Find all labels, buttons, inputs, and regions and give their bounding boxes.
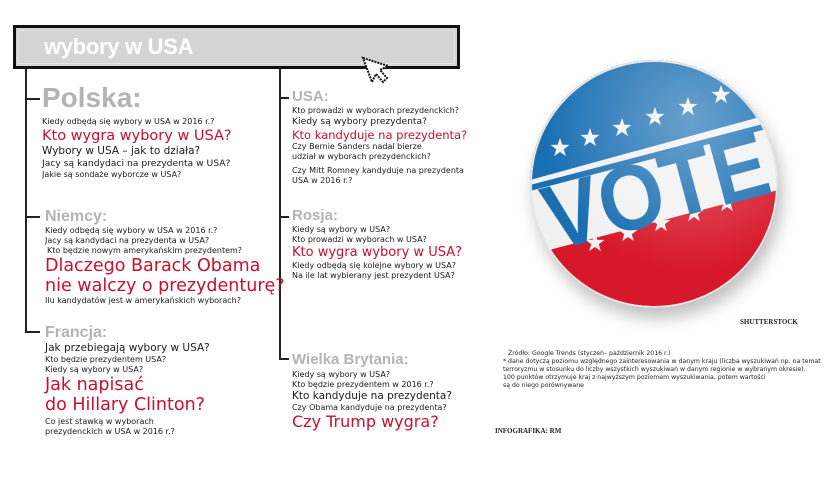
- tree-branch-wielka-brytania: [279, 358, 289, 360]
- section-polska: [42, 84, 232, 180]
- vote-badge-icon: [530, 60, 778, 308]
- country-heading: Francja:: [45, 324, 108, 341]
- query-line: Kto prowadzi w wyborach prezydenckich?: [292, 106, 460, 115]
- tree-line-left: [25, 69, 27, 331]
- tree-branch-francja: [25, 331, 40, 333]
- query-line-highlight: Dlaczego Barack Obama: [45, 256, 261, 276]
- query-line: Kto kandyduje na prezydenta?: [292, 390, 452, 402]
- country-heading: Niemcy:: [45, 208, 108, 225]
- section-francja: [45, 325, 210, 437]
- country-heading: Rosja:: [292, 207, 338, 224]
- note-line: * dane dotyczą poziomu względnego zainteresowania w danym kraju (liczba wyszukiwań np. na temat: [503, 358, 821, 366]
- query-line: Czy Bernie Sanders nadal bierze: [292, 141, 422, 151]
- query-line-highlight: Jak napisać: [45, 375, 144, 396]
- source-line: Źródło: Google Trends (styczeń– październik 2016 r.): [508, 350, 671, 357]
- mouse-pointer-icon: [360, 55, 400, 91]
- query-line: Jacy są kandydaci na prezydenta w USA?: [45, 236, 210, 245]
- query-line: Kto będzie prezydentem USA?: [45, 355, 167, 365]
- query-line: Kto będzie nowym amerykańskim prezydentem?: [47, 246, 243, 255]
- search-query: wybory w USA: [44, 34, 194, 59]
- query-line: Kiedy odbędą się wybory w USA w 2016 r.?: [45, 226, 218, 235]
- query-line: Kiedy są wybory w USA?: [292, 225, 391, 234]
- query-line: prezydenckich w USA w 2016 r.?: [45, 427, 175, 437]
- query-line-highlight: do Hillary Clinton?: [45, 395, 205, 416]
- query-line: Czy Mitt Romney kandyduje na prezydenta: [292, 165, 464, 175]
- note-line: terroryzmu w stosunku do liczby wszystkich wyszukiwań w danym regionie w wybranym okresie).: [503, 366, 806, 374]
- query-line-highlight: nie walczy o prezydenturę?: [45, 276, 285, 297]
- section-wielka-brytania: [292, 352, 452, 432]
- query-line-highlight: Czy Trump wygra?: [292, 412, 439, 432]
- query-line: Czy Obama kandyduje na prezydenta?: [292, 403, 447, 413]
- query-line: Ilu kandydatów jest w amerykańskich wyborach?: [45, 296, 241, 306]
- query-line: Kiedy są wybory w USA?: [45, 365, 144, 375]
- query-line: Jacy są kandydaci na prezydenta w USA?: [42, 158, 231, 170]
- tree-branch-niemcy: [25, 216, 40, 218]
- note-line: są do niego porównywane: [503, 382, 584, 390]
- section-niemcy: [45, 209, 285, 306]
- vote-badge-image: [530, 60, 778, 308]
- query-line: Kiedy są wybory prezydenta?: [292, 116, 428, 127]
- query-line: Kto będzie prezydentem w 2016 r.?: [292, 380, 434, 389]
- query-line: USA w 2016 r.?: [292, 175, 353, 185]
- query-line-highlight: Kto wygra wybory w USA?: [292, 245, 462, 260]
- query-line: Na ile lat wybierany jest prezydent USA?: [292, 271, 455, 281]
- query-line-highlight: Kto wygra wybory w USA?: [42, 128, 232, 144]
- infographic-credit: INFOGRAFIKA: RM: [495, 427, 562, 435]
- query-line-highlight: Kto kandyduje na prezydenta?: [292, 127, 468, 142]
- query-line: Jak przebiegają wybory w USA?: [45, 342, 210, 354]
- query-line: Jakie są sondaże wyborcze w USA?: [42, 169, 182, 179]
- section-rosja: [292, 208, 462, 281]
- photo-credit: SHUTTERSTOCK: [740, 318, 798, 326]
- section-usa: [292, 89, 467, 186]
- query-line: udział w wyborach prezydenckich?: [292, 151, 431, 161]
- query-line: Wybory w USA – jak to działa?: [42, 145, 201, 158]
- source-note: [503, 350, 833, 390]
- query-line: Kiedy są wybory w USA?: [292, 370, 391, 379]
- query-line: Kiedy odbędą się wybory w USA w 2016 r.?: [42, 117, 215, 126]
- query-line: Kto prowadzi w wyborach w USA?: [292, 235, 427, 244]
- country-heading: Polska:: [42, 82, 142, 113]
- country-heading: Wielka Brytania:: [292, 351, 409, 368]
- note-line: 100 punktów otrzymuje kraj z najwyższym poziomem wyszukiwania, potem wartości: [503, 374, 766, 382]
- tree-branch-usa: [279, 97, 289, 99]
- tree-branch-polska: [25, 98, 40, 100]
- query-line: Co jest stawką w wyborach: [45, 417, 154, 427]
- query-line: Kiedy odbędą się kolejne wybory w USA?: [292, 261, 456, 271]
- country-heading: USA:: [292, 88, 329, 105]
